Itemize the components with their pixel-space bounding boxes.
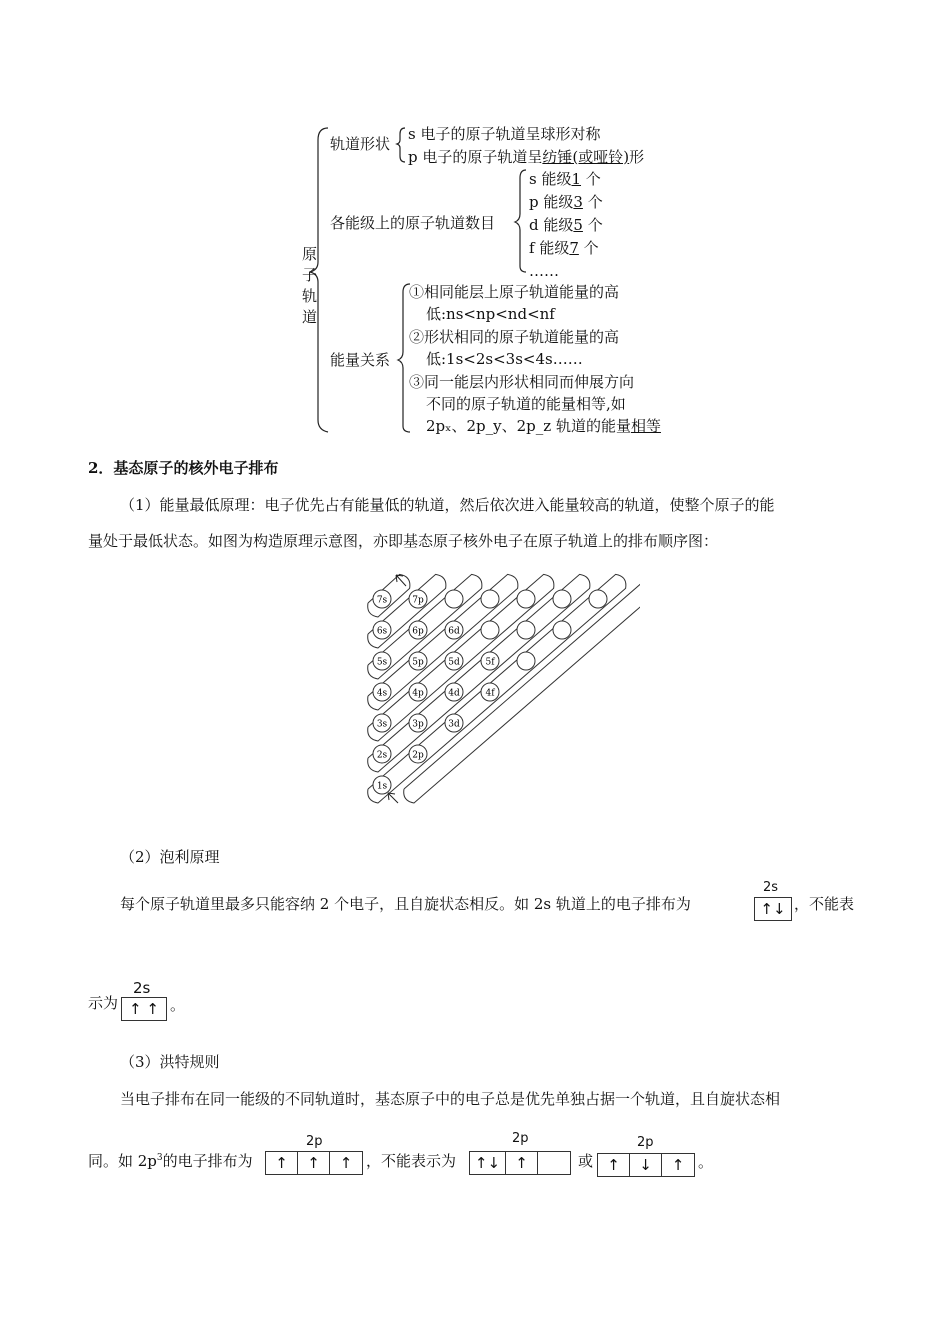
orbital-box-2p-wrong-2 [597, 1153, 695, 1177]
pauli-text-d: 。 [170, 996, 186, 1014]
box-2s-label: 2s [763, 880, 779, 895]
orbital-circle-label: 3s [376, 719, 388, 730]
orbital-circle-label: 1s [376, 781, 388, 792]
hund-text-c: ，不能表示为 [366, 1152, 457, 1170]
orbital-circle-label: 7p [412, 595, 424, 606]
orbital-circle-label: 4f [485, 688, 495, 699]
shape-p-line: p 电子的原子轨道呈纺锤(或哑铃)形 [408, 148, 645, 166]
orbital-cell: ↑ [266, 1152, 298, 1174]
pauli-text: 每个原子轨道里最多只能容纳 2 个电子，且自旋状态相反。如 2s 轨道上的电子排布为 [120, 895, 691, 913]
orbital-circle [517, 652, 535, 670]
orbital-cell: ↑↓ [760, 900, 786, 918]
orbital-cell: ↑ [339, 1154, 353, 1172]
section-heading: 2．基态原子的核外电子排布 [88, 459, 279, 477]
count-item-s: s 能级1 个 [529, 170, 601, 188]
orbital-box-2p-correct [265, 1151, 363, 1175]
box-2s-label-wrong: 2s [133, 979, 151, 997]
orbital-circle-label: 4s [376, 688, 388, 699]
energy-label: 能量关系 [330, 351, 391, 369]
orbital-circle-label: 5p [412, 657, 424, 668]
orbital-box-2p-wrong-1 [469, 1151, 571, 1175]
orbital-cell: ↑ [298, 1152, 330, 1174]
hund-line2: 同。如 $2p^3$的电子排布为 [88, 1152, 253, 1170]
pauli-text-b: ，不能表 [794, 895, 855, 913]
orbital-circle [517, 590, 535, 608]
orbital-cell: ↑ [598, 1154, 630, 1176]
orbital-circle-label: 4p [412, 688, 424, 699]
energy-rule-2a: ②形状相同的原子轨道能量的高 [409, 327, 620, 346]
orbital-box-2s-wrong [121, 997, 167, 1021]
energy-rule-3a: ③同一能层内形状相同而伸展方向 [409, 372, 635, 391]
orbital-circle [481, 621, 499, 639]
energy-rule-1a: ①相同能层上原子轨道能量的高 [409, 283, 620, 301]
orbital-cell [538, 1152, 570, 1174]
orbital-cell: ↓ [630, 1154, 662, 1176]
orbital-circle [517, 621, 535, 639]
pauli-text-c: 示为 [88, 994, 119, 1012]
orbital-circle-label: 7s [376, 595, 388, 606]
orbital-circle [589, 590, 607, 608]
count-ellipsis: …… [529, 262, 559, 280]
orbital-circle-label: 2p [412, 750, 424, 761]
box-2p-label-1: 2p [306, 1134, 323, 1149]
shape-label: 轨道形状 [330, 135, 391, 153]
orbital-circle [445, 590, 463, 608]
count-label: 各能级上的原子轨道数目 [330, 214, 496, 232]
aufbau-para-line1: （1）能量最低原理：电子优先占有能量低的轨道，然后依次进入能量较高的轨道，使整个原子的能 [120, 496, 775, 514]
box-2p-label-3: 2p [637, 1135, 654, 1150]
count-item-f: f 能级7 个 [529, 239, 599, 257]
orbital-circle-label: 5d [448, 657, 460, 668]
orbital-cell: ↑ [506, 1152, 538, 1174]
orbital-cell: ↑ [671, 1156, 685, 1174]
hund-title: （3）洪特规则 [120, 1053, 220, 1071]
count-item-p: p 能级3 个 [529, 193, 603, 211]
energy-rule-1b: 低:ns<np<nd<nf [426, 305, 555, 324]
energy-rules [409, 281, 661, 438]
start-arrow-icon [388, 793, 398, 803]
count-item-d: d 能级5 个 [529, 216, 603, 234]
orbital-circle [553, 590, 571, 608]
orbital-circle [553, 621, 571, 639]
orbital-cell: ↑↓ [470, 1152, 506, 1174]
end-arrow-icon [396, 575, 406, 586]
count-list [529, 168, 603, 283]
orbital-circle-label: 2s [376, 750, 388, 761]
orbital-circle-label: 6d [448, 626, 460, 637]
diagonal-loop [404, 574, 640, 803]
orbital-circle-label: 3d [448, 719, 460, 730]
orbital-cell: ↑ ↑ [129, 1000, 159, 1018]
hund-line1: 当电子排布在同一能级的不同轨道时，基态原子中的电子总是优先单独占据一个轨道，且自旋状态相 [120, 1090, 781, 1108]
energy-rule-3b: 不同的原子轨道的能量相等,如 [426, 395, 626, 414]
aufbau-diagram [340, 570, 640, 810]
aufbau-para-line2: 量处于最低状态。如图为构造原理示意图，亦即基态原子核外电子在原子轨道上的排布顺序图： [88, 532, 719, 550]
hund-text-d: 或 [578, 1152, 594, 1170]
orbital-circle-label: 5s [376, 657, 388, 668]
energy-rule-2b: 低:1s<2s<3s<4s…… [426, 350, 583, 369]
tree-root-label: 原子轨道 [302, 245, 318, 326]
shape-s-line: s 电子的原子轨道呈球形对称 [408, 125, 601, 143]
orbital-circle-label: 3p [412, 719, 424, 730]
orbital-circle-label: 6s [376, 626, 388, 637]
orbital-circle-label: 4d [448, 688, 460, 699]
energy-rule-3c: 2pₓ、2p_y、2p_z 轨道的能量相等 [426, 417, 661, 436]
hund-text-e: 。 [698, 1153, 714, 1171]
orbital-circle [481, 590, 499, 608]
orbital-circle-label: 5f [485, 657, 495, 668]
pauli-title: （2）泡利原理 [120, 848, 220, 866]
orbital-box-2s-correct [754, 897, 792, 921]
box-2p-label-2: 2p [512, 1131, 529, 1146]
orbital-circle-label: 6p [412, 626, 424, 637]
